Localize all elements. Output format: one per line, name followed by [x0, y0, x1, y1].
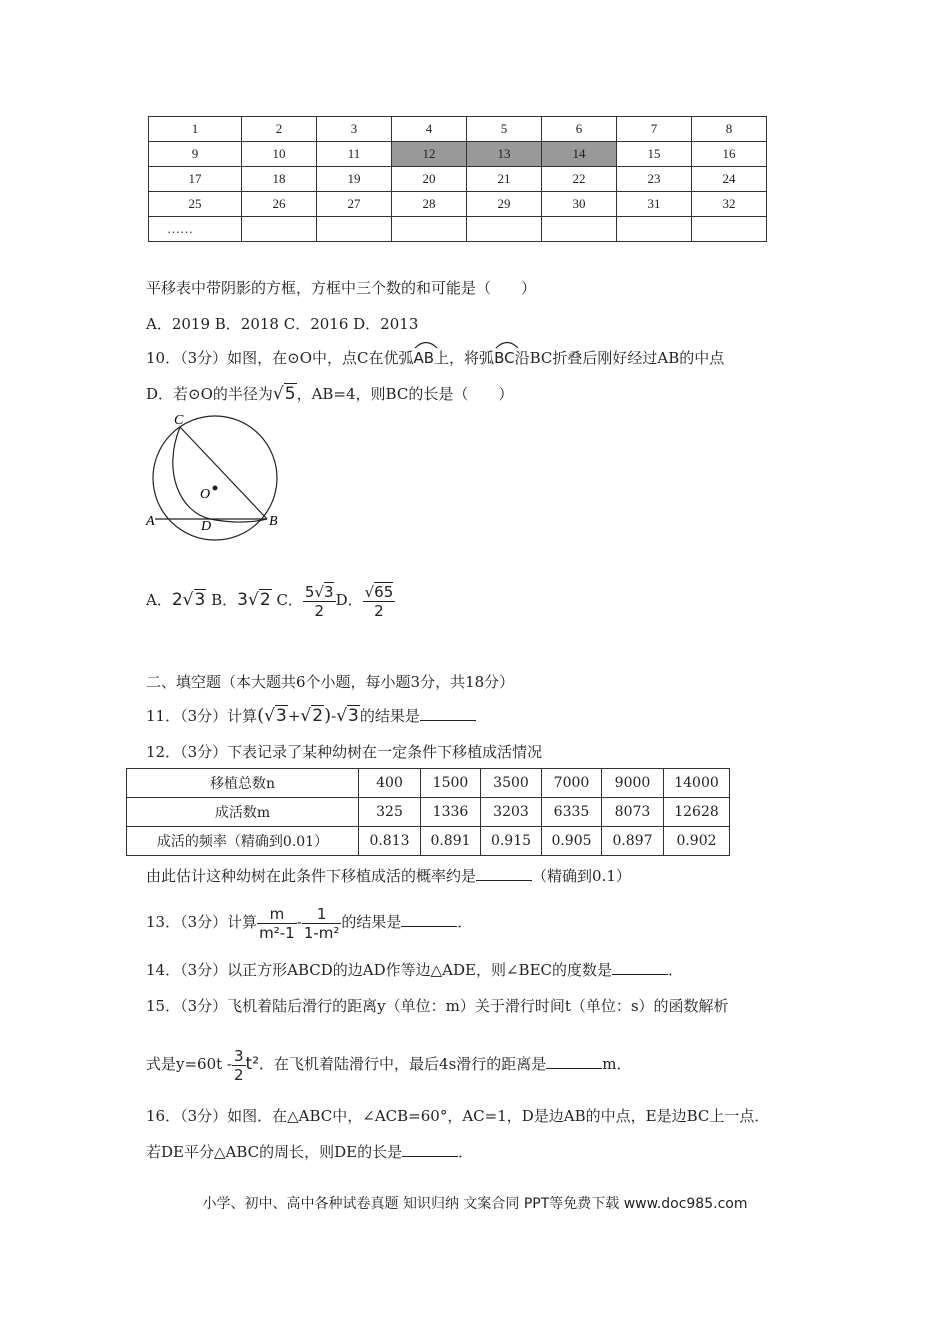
grid-cell: 8 [692, 117, 767, 142]
q15-line2 [146, 1042, 632, 1086]
q14-text: 14．（3分）以正方形ABCD的边AD作等边△ADE，则∠BEC的度数是 [146, 961, 612, 979]
grid-cell: 21 [467, 167, 542, 192]
opt-c-label: C． [276, 591, 303, 609]
grid-cell: 29 [467, 192, 542, 217]
grid-cell: 22 [542, 167, 617, 192]
plant-survival-table [126, 768, 730, 856]
q10-line2-b: ，AB=4，则BC的长是（ ） [296, 385, 514, 403]
sqrt-radicand: 5 [284, 384, 296, 404]
q15-line1: 15．（3分）飞机着陆后滑行的距离y（单位：m）关于滑行时间t（单位：s）的函数解析 [146, 997, 729, 1015]
opt-a-coef: 2 [171, 590, 183, 610]
opt-c-fraction: $\frac{5√3}{2}$ [304, 582, 334, 620]
opt-c-den: 2 [314, 601, 325, 620]
q15-unit: m． [602, 1055, 632, 1073]
q10-text-a: 10．（3分）如图，在⊙O中，点C在优弧 [146, 349, 414, 367]
opt-a-value: 2√3 [171, 590, 206, 610]
table-cell: 1336 [421, 798, 481, 827]
table-row [127, 798, 730, 827]
opt-b-radicand: 2 [259, 590, 271, 610]
table-cell: 0.891 [421, 827, 481, 856]
table-cell: 0.902 [664, 827, 730, 856]
grid-cell: 28 [392, 192, 467, 217]
number-grid-table [148, 116, 767, 242]
table-row [149, 117, 767, 142]
q9-options: A．2019 B．2018 C．2016 D．2013 [146, 315, 419, 333]
grid-cell: 11 [317, 142, 392, 167]
q15-line2-b: ．在飞机着陆滑行中，最后4s滑行的距离是 [259, 1055, 547, 1073]
table-cell: 3500 [481, 769, 542, 798]
grid-cell: 19 [317, 167, 392, 192]
q13-fraction-2 [302, 905, 342, 942]
q12-conclusion-b: （精确到0.1） [532, 867, 631, 885]
arc-mark-icon [494, 339, 520, 349]
grid-cell: 15 [617, 142, 692, 167]
opt-c-num-coef: 5 [304, 582, 315, 601]
table-row [149, 142, 767, 167]
table-row [127, 769, 730, 798]
grid-cell [317, 217, 392, 242]
label-b: B [269, 514, 278, 529]
label-a: A [146, 514, 155, 529]
q16-end: ． [458, 1143, 474, 1161]
q10-line2 [146, 384, 513, 404]
q10-line1 [146, 348, 724, 368]
q10-options [146, 580, 395, 620]
grid-cell: 18 [242, 167, 317, 192]
opt-a-label: A． [146, 591, 172, 609]
q15-answer-blank[interactable] [546, 1054, 602, 1069]
table-cell: 12628 [664, 798, 730, 827]
grid-cell: 31 [617, 192, 692, 217]
q15-frac-num: 3 [234, 1046, 244, 1065]
q13-f1-den: m²-1 [259, 923, 295, 942]
q16-line2-a: 若DE平分△ABC的周长，则DE的长是 [146, 1143, 403, 1161]
grid-cell [542, 217, 617, 242]
table-cell: 325 [359, 798, 421, 827]
grid-cell: 26 [242, 192, 317, 217]
table-cell: 9000 [602, 769, 664, 798]
q13-end: ． [457, 913, 473, 931]
q13-minus: - [296, 913, 302, 931]
grid-cell: 30 [542, 192, 617, 217]
opt-b-label: B． [211, 591, 238, 609]
row-header-cell: 移植总数n [127, 769, 359, 798]
chord-bc [180, 427, 267, 519]
opt-a-radicand: 3 [194, 590, 206, 610]
label-o: O [200, 487, 211, 502]
arc-mark-icon [413, 339, 439, 349]
q11-rad3: 3 [348, 706, 359, 726]
opt-b-coef: 3 [237, 590, 248, 610]
grid-cell: 23 [617, 167, 692, 192]
row-header-cell: 成活的频率（精确到0.01） [127, 827, 359, 856]
q10-line2-a: D．若⊙O的半径为 [146, 385, 273, 403]
q11-sqrt3: √3 [264, 706, 287, 726]
table-row [149, 217, 767, 242]
q11-answer-blank[interactable] [420, 706, 476, 721]
opt-d-fraction: $\frac{√65}{2}$ [364, 582, 394, 620]
grid-cell: 6 [542, 117, 617, 142]
grid-cell: 25 [149, 192, 242, 217]
section2-title: 二、填空题（本大题共6个小题，每小题3分，共18分） [146, 673, 515, 691]
q11-rad1: 3 [276, 706, 287, 726]
grid-cell: 9 [149, 142, 242, 167]
table-row [127, 827, 730, 856]
arc-bc [494, 348, 515, 368]
grid-cell: 13 [467, 142, 542, 167]
grid-cell: 32 [692, 192, 767, 217]
grid-cell [617, 217, 692, 242]
grid-cell [467, 217, 542, 242]
grid-cell: 12 [392, 142, 467, 167]
q13-f2-den: 1-m² [303, 923, 340, 942]
grid-cell [692, 217, 767, 242]
q10-text-c: 沿BC折叠后刚好经过AB的中点 [514, 349, 725, 367]
table-cell: 3203 [481, 798, 542, 827]
grid-cell: 1 [149, 117, 242, 142]
q12-conclusion-a: 由此估计这种幼树在此条件下移植成活的概率约是 [146, 867, 477, 885]
grid-cell: 16 [692, 142, 767, 167]
grid-cell: 14 [542, 142, 617, 167]
q14-end: ． [668, 961, 684, 979]
q11-sqrt3b: √3 [336, 706, 359, 726]
table-cell: 0.915 [481, 827, 542, 856]
q13-f1-num: m [257, 905, 297, 924]
folded-arc [173, 427, 267, 522]
q11-prefix: 11．（3分）计算 [146, 707, 258, 725]
table-cell: 14000 [664, 769, 730, 798]
opt-d-num-radicand: 65 [374, 582, 394, 601]
q11 [146, 706, 476, 726]
table-cell: 7000 [542, 769, 602, 798]
table-cell: 0.897 [602, 827, 664, 856]
q11-plus: + [287, 707, 301, 725]
q12-conclusion [146, 866, 631, 886]
q13-f2-num: 1 [302, 905, 342, 924]
grid-cell: 5 [467, 117, 542, 142]
opt-d-den: 2 [374, 601, 384, 620]
q12-answer-blank[interactable] [476, 866, 532, 881]
q12-intro: 12．（3分）下表记录了某种幼树在一定条件下移植成活情况 [146, 743, 543, 761]
circle-o [153, 416, 277, 540]
grid-cell: 17 [149, 167, 242, 192]
q14-answer-blank[interactable] [612, 960, 668, 975]
table-row [149, 192, 767, 217]
q11-rad2: 2 [312, 706, 324, 726]
grid-cell: 2 [242, 117, 317, 142]
opt-b-value: 3√2 [237, 590, 271, 610]
grid-cell: 10 [242, 142, 317, 167]
q13-suffix: 的结果是 [341, 913, 402, 931]
q16-answer-blank[interactable] [402, 1142, 458, 1157]
table-row [149, 167, 767, 192]
q11-paren-close: ) [324, 705, 332, 726]
q13-fraction-1 [257, 905, 297, 942]
grid-cell: 24 [692, 167, 767, 192]
q16-line2 [146, 1142, 473, 1162]
table-cell: 8073 [602, 798, 664, 827]
q15-t-squared: t² [245, 1054, 260, 1074]
table-cell: 6335 [542, 798, 602, 827]
q10-text-b: 上，将弧 [434, 349, 495, 367]
q14 [146, 960, 683, 980]
grid-cell: 4 [392, 117, 467, 142]
arc-ab-label: AB [413, 349, 435, 367]
q15-fraction [232, 1047, 246, 1084]
grid-cell: 27 [317, 192, 392, 217]
sqrt-5: √5 [272, 384, 296, 404]
q11-paren-open: ( [257, 705, 265, 726]
opt-c-num-radicand: 3 [324, 582, 334, 601]
q13-answer-blank[interactable] [401, 912, 457, 927]
page-footer: 小学、初中、高中各种试卷真题 知识归纳 文案合同 PPT等免费下载 www.doc985.com [202, 1196, 748, 1212]
q11-sqrt2: √2 [300, 706, 324, 726]
q11-suffix: 的结果是 [359, 707, 420, 725]
circle-fold-figure [140, 412, 290, 542]
q11-minus: - [331, 707, 337, 725]
opt-d-label: D． [335, 591, 363, 609]
label-d: D [201, 519, 212, 534]
grid-cell: 3 [317, 117, 392, 142]
table-cell: 0.813 [359, 827, 421, 856]
table-cell: 1500 [421, 769, 481, 798]
q15-line2-a: 式是y=60t - [146, 1055, 232, 1073]
grid-cell [242, 217, 317, 242]
arc-bc-label: BC [494, 349, 515, 367]
label-c: C [174, 413, 184, 428]
q9-prompt: 平移表中带阴影的方框，方框中三个数的和可能是（ ） [146, 279, 537, 297]
q15-frac-den: 2 [234, 1065, 244, 1084]
center-point [213, 486, 218, 491]
grid-cell: 7 [617, 117, 692, 142]
arc-ab [413, 348, 434, 368]
grid-cell: …… [149, 217, 242, 242]
q13 [146, 900, 472, 944]
table-cell: 0.905 [542, 827, 602, 856]
grid-cell [392, 217, 467, 242]
table-cell: 400 [359, 769, 421, 798]
row-header-cell: 成活数m [127, 798, 359, 827]
q13-prefix: 13．（3分）计算 [146, 913, 258, 931]
grid-cell: 20 [392, 167, 467, 192]
q16-line1: 16．（3分）如图．在△ABC中，∠ACB=60°，AC=1，D是边AB的中点，E是边BC上一点． [146, 1107, 770, 1125]
